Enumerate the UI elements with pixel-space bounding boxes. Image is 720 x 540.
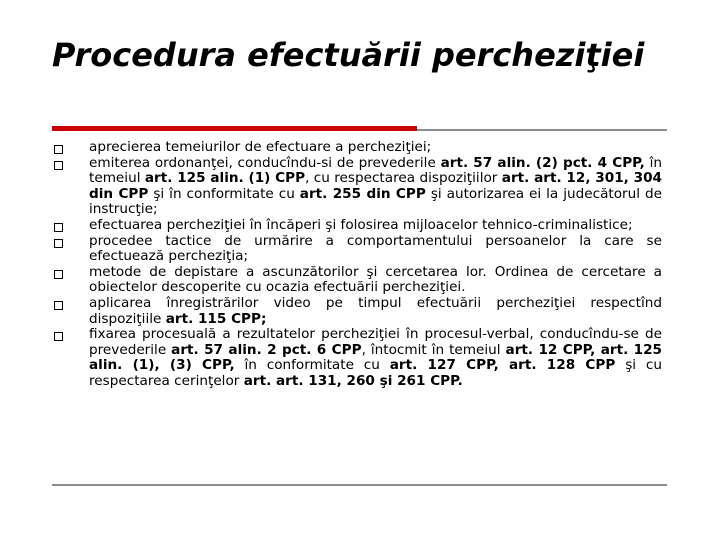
title-accent-bar	[52, 126, 417, 131]
text-segment: fixarea procesuală a rezultatelor percheziţiei în procesul-verbal, conducîndu-se de prevederile	[89, 326, 662, 358]
text-segment: , întocmit în temeiul	[361, 341, 506, 358]
list-item	[52, 327, 662, 389]
text-segment: procedee tactice de urmărire a comportamentului persoanelor la care se efectuează percheziţia;	[89, 232, 662, 265]
text-segment: în temeiul	[89, 154, 662, 187]
bold-text-segment: art. 57 alin. (2) pct. 4 CPP,	[440, 154, 645, 171]
bold-text-segment: art. 57 alin. 2 pct. 6 CPP	[171, 341, 362, 358]
text-segment: şi cu respectarea cerinţelor	[89, 357, 662, 389]
text-segment: şi autorizarea ei la judecătorul de instrucţie;	[89, 185, 662, 218]
square-bullet-icon	[54, 145, 63, 154]
list-item	[52, 265, 662, 296]
text-segment: , cu respectarea dispoziţiilor	[305, 170, 502, 187]
list-item	[52, 296, 662, 327]
bold-text-segment: art. 125 alin. (1) CPP	[144, 170, 306, 187]
bottom-divider	[52, 484, 667, 486]
square-bullet-icon	[54, 223, 63, 232]
text-segment: metode de depistare a ascunzătorilor şi cercetarea lor. Ordinea de cercetare a obiectelor descoperite cu ocazia efectuării percheziţiei.	[89, 263, 662, 296]
text-segment: aplicarea înregistrărilor video pe timpul efectuării percheziţiei respectînd dispoziţiile	[89, 294, 662, 327]
list-item	[52, 234, 662, 265]
bold-text-segment: art. 255 din CPP	[299, 185, 426, 202]
page-title: Procedura efectuării percheziţiei	[52, 36, 645, 74]
square-bullet-icon	[54, 301, 63, 310]
square-bullet-icon	[54, 270, 63, 279]
bold-text-segment: art. 12 CPP, art. 125 alin. (1), (3) CPP,	[89, 341, 663, 374]
text-segment: efectuarea percheziţiei în încăperi şi folosirea mijloacelor tehnico-criminalistice;	[89, 216, 633, 233]
list-item	[52, 140, 662, 156]
text-segment: în conformitate cu	[234, 357, 390, 374]
bullet-list	[52, 140, 662, 390]
text-segment: şi în conformitate cu	[148, 185, 300, 202]
square-bullet-icon	[54, 161, 63, 170]
bold-text-segment: art. 115 CPP;	[165, 310, 267, 327]
bold-text-segment: art. art. 131, 260 şi 261 CPP.	[243, 372, 463, 389]
square-bullet-icon	[54, 332, 63, 341]
square-bullet-icon	[54, 239, 63, 248]
text-segment: aprecierea temeiurilor de efectuare a percheziţiei;	[89, 139, 432, 155]
bold-text-segment: art. 127 CPP, art. 128 CPP	[389, 357, 616, 374]
list-item	[52, 156, 662, 218]
bold-text-segment: art. art. 12, 301, 304 din CPP	[89, 170, 663, 202]
text-segment: emiterea ordonanţei, conducîndu-si de prevederile	[89, 154, 441, 171]
list-item	[52, 218, 662, 234]
